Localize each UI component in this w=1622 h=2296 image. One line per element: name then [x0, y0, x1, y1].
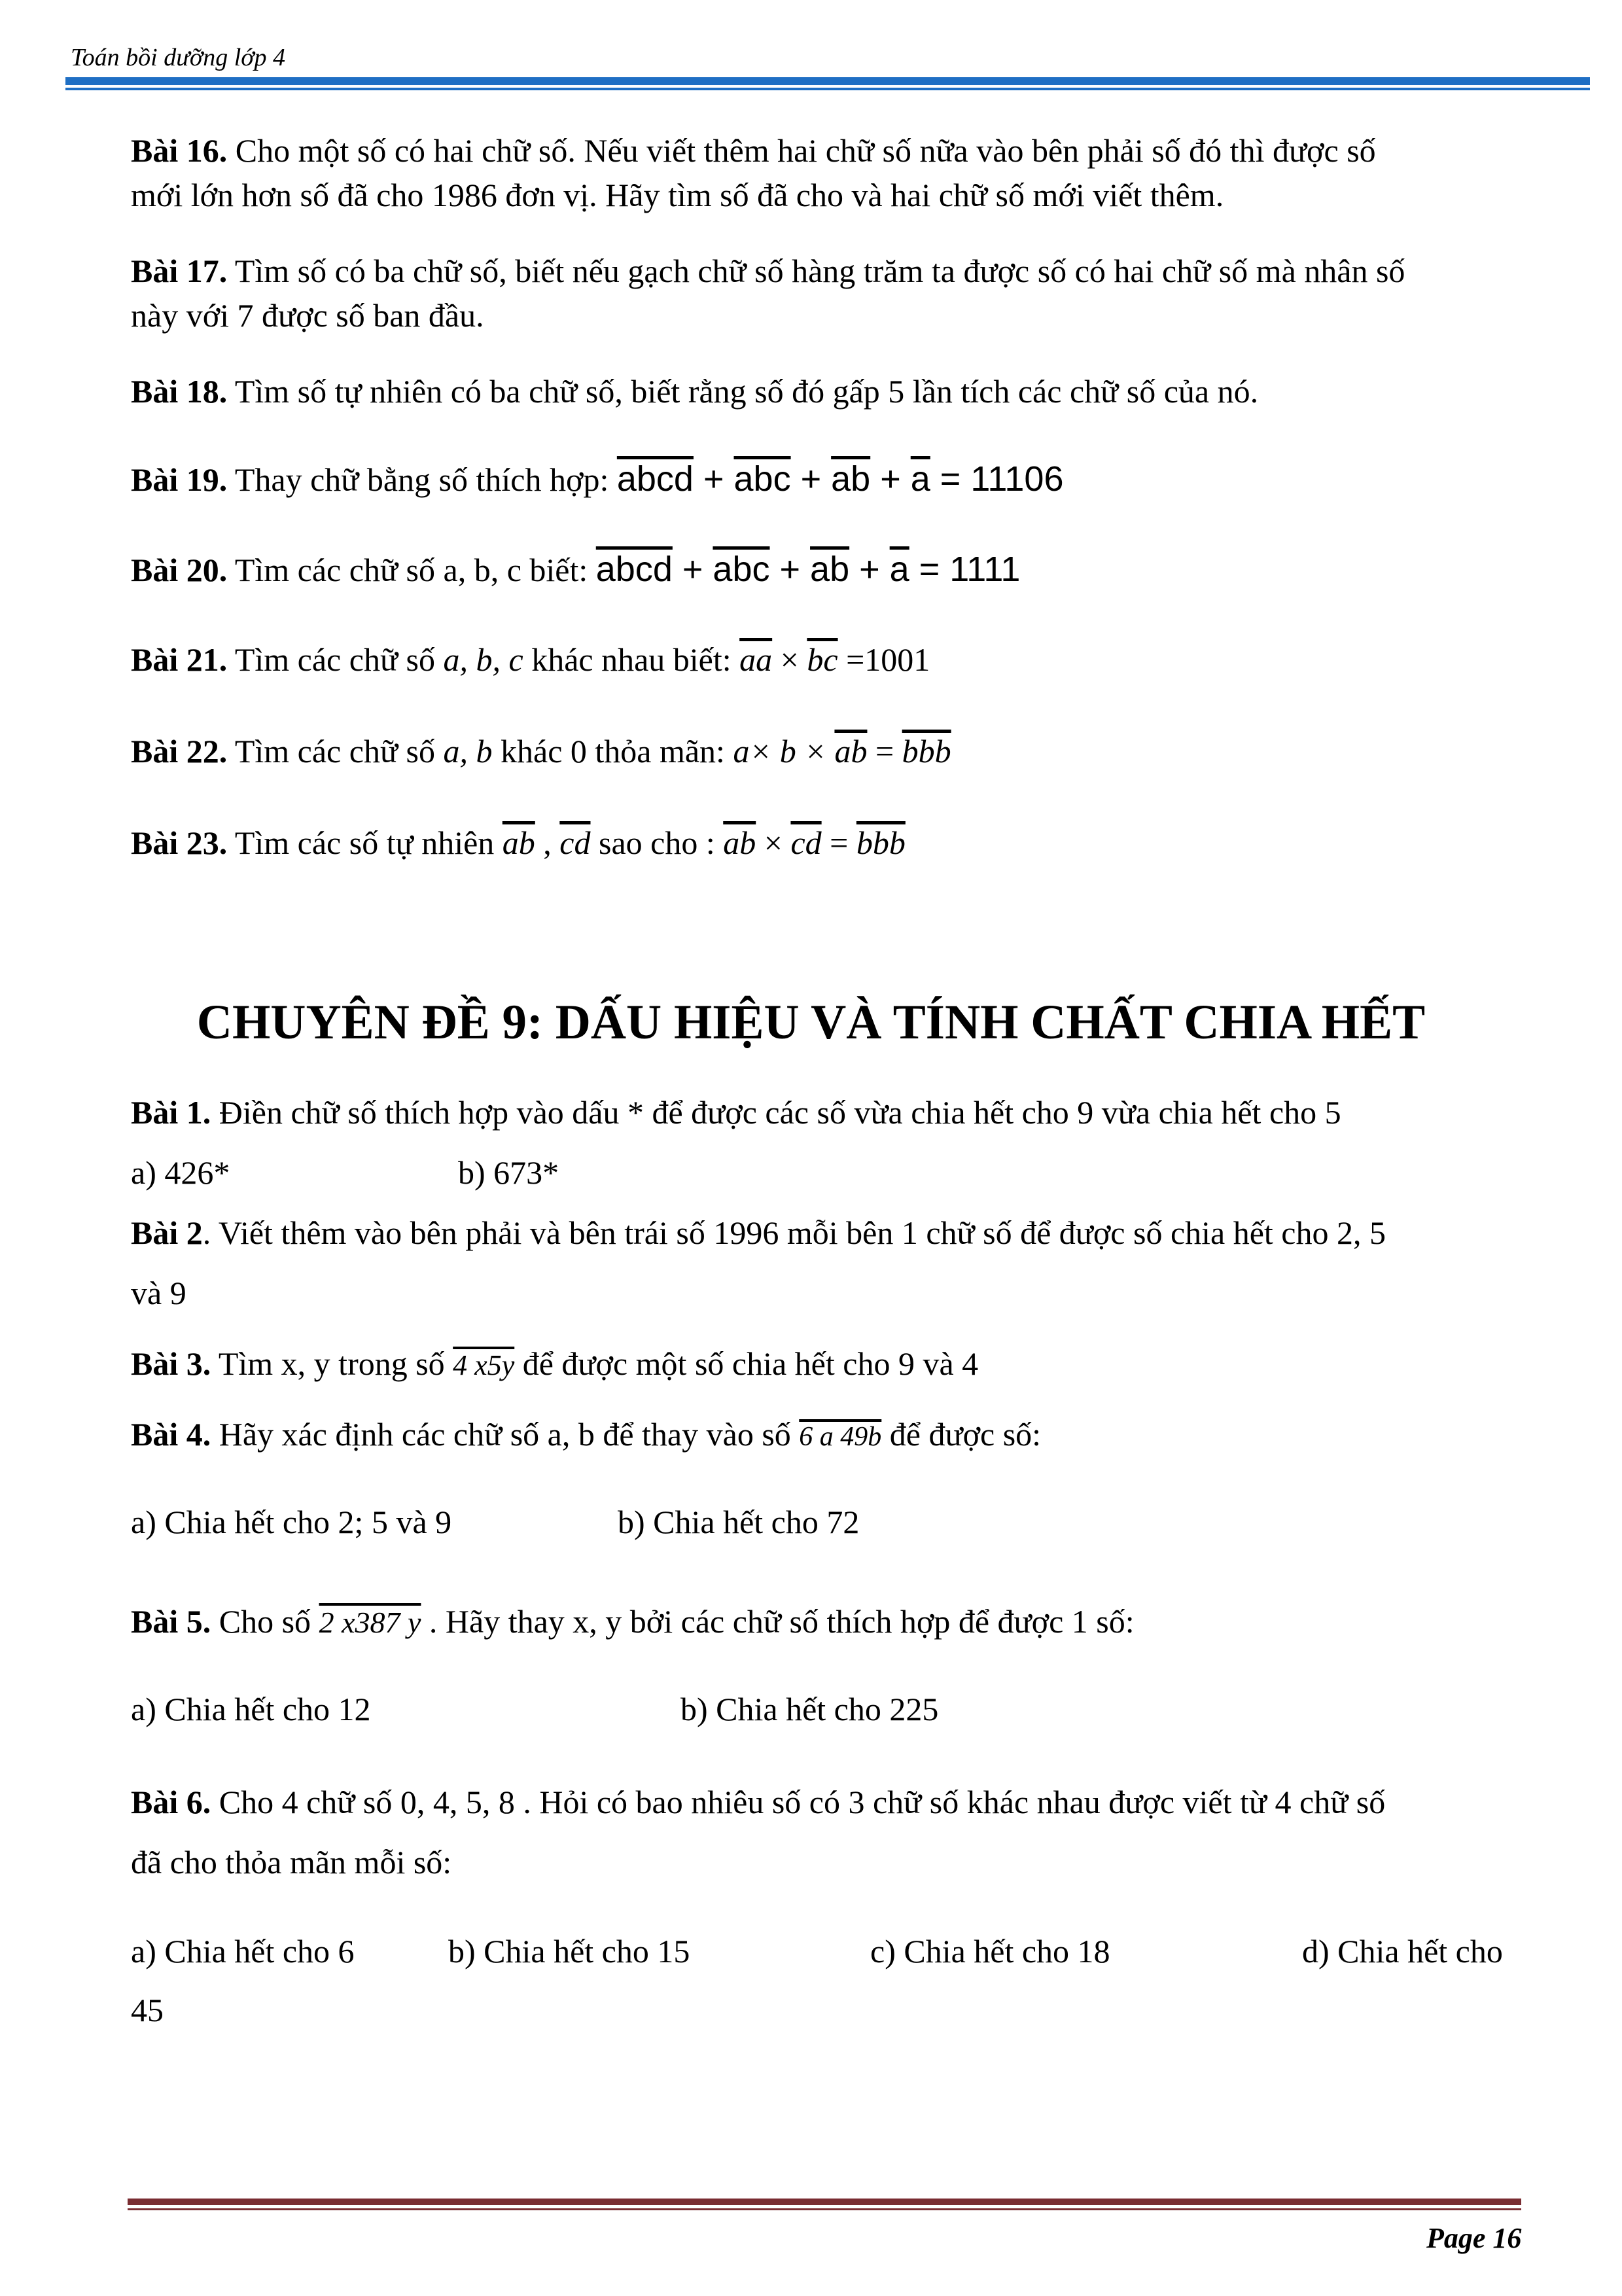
problem-label: Bài 3.	[131, 1345, 211, 1382]
header-rule-thin	[65, 88, 1590, 90]
footer-rule	[128, 2199, 1521, 2205]
problem-20	[131, 547, 1020, 592]
result-value: 1111	[949, 550, 1021, 589]
plus-sign: +	[790, 459, 832, 499]
problem-label: Bài 19.	[131, 461, 228, 498]
problem-label: Bài 18.	[131, 373, 228, 410]
problem-text: sao cho :	[590, 824, 724, 861]
problem-label: Bài 6.	[131, 1784, 211, 1820]
problem-18	[131, 369, 1258, 414]
problem-6-option-d-cont: 45	[131, 1992, 164, 2028]
problem-text: Thay chữ bằng số thích hợp:	[227, 461, 617, 498]
plus-sign: +	[693, 459, 734, 499]
overline-number: $\overline{cd}$	[559, 824, 591, 861]
problem-label: Bài 21.	[131, 641, 228, 678]
separator: ,	[535, 824, 560, 861]
equals-sign: =	[867, 733, 902, 769]
overline-number: $\overline{cd}$	[790, 824, 822, 861]
math-expression: a× b ×	[733, 733, 835, 769]
problem-text: Tìm các số tự nhiên	[227, 824, 502, 861]
overline-number: 6 a 49b	[799, 1422, 882, 1452]
overline-number: $\overline{bbb}$	[902, 733, 951, 769]
overline-number: $\overline{abc}$	[733, 459, 791, 499]
problem-text: Tìm số tự nhiên có ba chữ số, biết rằng số đó gấp 5 lần tích các chữ số của nó.	[227, 373, 1259, 410]
equals-sign: =	[837, 641, 865, 678]
overline-number: 4 x5y	[453, 1349, 515, 1381]
footer-rule-thin	[128, 2208, 1521, 2210]
problem-5	[131, 1599, 1135, 1645]
times-sign: ×	[772, 641, 807, 678]
overline-number: $\overline{bbb}$	[856, 824, 906, 861]
problem-6-option-d: d) Chia hết cho	[1302, 1933, 1503, 1969]
equals-sign: =	[821, 824, 856, 861]
problem-21	[131, 637, 930, 682]
header-title: Toán bồi dưỡng lớp 4	[71, 44, 286, 71]
equals-sign: =	[909, 550, 950, 589]
problem-6	[131, 1780, 1385, 1824]
problem-label: Bài 16.	[131, 132, 228, 169]
problem-text: Cho số	[211, 1603, 319, 1640]
problem-19	[131, 457, 1064, 502]
problem-text: để được số:	[881, 1416, 1042, 1453]
problem-1-option-a: a) 426*	[131, 1154, 230, 1191]
problem-6-line2: đã cho thỏa mãn mỗi số:	[131, 1844, 452, 1881]
problem-6-option-a: a) Chia hết cho 6	[131, 1933, 355, 1969]
plus-sign: +	[849, 550, 890, 589]
problem-text: Tìm các chữ số	[227, 733, 444, 769]
overline-number: $\overline{bc}$	[807, 641, 838, 678]
problem-text: Hãy xác định các chữ số a, b để thay vào số	[211, 1416, 800, 1453]
problem-3	[131, 1341, 978, 1388]
problem-text: để được một số chia hết cho 9 và 4	[514, 1345, 979, 1382]
result-value: 11106	[970, 459, 1064, 499]
problem-label: Bài 1.	[131, 1094, 211, 1131]
problem-17	[131, 249, 1405, 293]
plus-sign: +	[870, 459, 911, 499]
overline-number: $\overline{ab}$	[810, 550, 850, 589]
problem-1	[131, 1090, 1341, 1135]
problem-17-line2	[131, 293, 484, 338]
problem-text: Điền chữ số thích hợp vào dấu * để được các số vừa chia hết cho 9 vừa chia hết cho 5	[211, 1094, 1341, 1131]
overline-number: $\overline{ab}$	[831, 459, 871, 499]
problem-label: Bài 20.	[131, 552, 228, 588]
problem-text: này với 7 được số ban đầu.	[131, 297, 484, 334]
math-expression	[617, 459, 1064, 499]
problem-text: Tìm các chữ số	[227, 641, 444, 678]
result-value: 1001	[864, 641, 930, 678]
overline-number: $\overline{aa}$	[739, 641, 773, 678]
overline-number: 2 x387 y	[319, 1606, 421, 1639]
problem-label: Bài 22.	[131, 733, 228, 769]
overline-number: abcd	[595, 550, 673, 589]
problem-1-option-b: b) 673*	[458, 1154, 559, 1191]
problem-6-option-c: c) Chia hết cho 18	[870, 1933, 1110, 1969]
problem-6-option-b: b) Chia hết cho 15	[448, 1933, 690, 1969]
problem-23	[131, 821, 906, 865]
problem-text: Tìm các chữ số a, b, c biết:	[227, 552, 596, 588]
page-number: Page 16	[1426, 2222, 1522, 2254]
problem-4-option-b: b) Chia hết cho 72	[618, 1504, 860, 1540]
problem-label: Bài 2	[131, 1214, 203, 1251]
plus-sign: +	[672, 550, 713, 589]
problem-2-line2: và 9	[131, 1275, 186, 1311]
problem-5-option-b: b) Chia hết cho 225	[680, 1691, 939, 1727]
problem-text: Cho một số có hai chữ số. Nếu viết thêm hai chữ số nữa vào bên phải số đó thì được số	[227, 132, 1376, 169]
problem-4	[131, 1412, 1041, 1459]
problem-text: mới lớn hơn số đã cho 1986 đơn vị. Hãy tìm số đã cho và hai chữ số mới viết thêm.	[131, 177, 1224, 213]
problem-text: Cho 4 chữ số 0, 4, 5, 8 . Hỏi có bao nhiêu số có 3 chữ số khác nhau được viết từ 4 chữ số	[211, 1784, 1386, 1820]
equals-sign: =	[930, 459, 971, 499]
problem-22	[131, 729, 951, 773]
overline-number: $\overline{ab}$	[723, 824, 756, 861]
problem-text: . Viết thêm vào bên phải và bên trái số 1996 mỗi bên 1 chữ số để được số chia hết cho 2, 5	[202, 1214, 1386, 1251]
header-rule	[65, 77, 1590, 85]
overline-number: $\overline{a}$	[889, 550, 909, 589]
problem-5-option-a: a) Chia hết cho 12	[131, 1691, 371, 1727]
overline-number: $\overline{ab}$	[502, 824, 535, 861]
problem-label: Bài 17.	[131, 253, 228, 289]
problem-text: . Hãy thay x, y bởi các chữ số thích hợp để được 1 số:	[421, 1603, 1135, 1640]
math-expression	[596, 550, 1021, 589]
problem-4-option-a: a) Chia hết cho 2; 5 và 9	[131, 1504, 452, 1540]
variables: a, b	[443, 733, 493, 769]
overline-number: $\overline{a}$	[910, 459, 930, 499]
variables: a, b, c	[443, 641, 523, 678]
problem-2	[131, 1210, 1386, 1255]
overline-number: $\overline{ab}$	[834, 733, 868, 769]
problem-label: Bài 23.	[131, 824, 228, 861]
problem-text: khác 0 thỏa mãn:	[492, 733, 733, 769]
overline-number: abcd	[616, 459, 694, 499]
times-sign: ×	[756, 824, 791, 861]
problem-text: Tìm số có ba chữ số, biết nếu gạch chữ số hàng trăm ta được số có hai chữ số mà nhân số	[227, 253, 1405, 289]
problem-text: Tìm x, y trong số	[211, 1345, 453, 1382]
problem-label: Bài 4.	[131, 1416, 211, 1453]
problem-16-line2	[131, 173, 1224, 217]
plus-sign: +	[769, 550, 811, 589]
overline-number: $\overline{abc}$	[713, 550, 770, 589]
problem-label: Bài 5.	[131, 1603, 211, 1640]
problem-text: khác nhau biết:	[523, 641, 740, 678]
problem-16	[131, 128, 1376, 173]
section-title: CHUYÊN ĐỀ 9: DẤU HIỆU VÀ TÍNH CHẤT CHIA HẾT	[196, 995, 1426, 1050]
